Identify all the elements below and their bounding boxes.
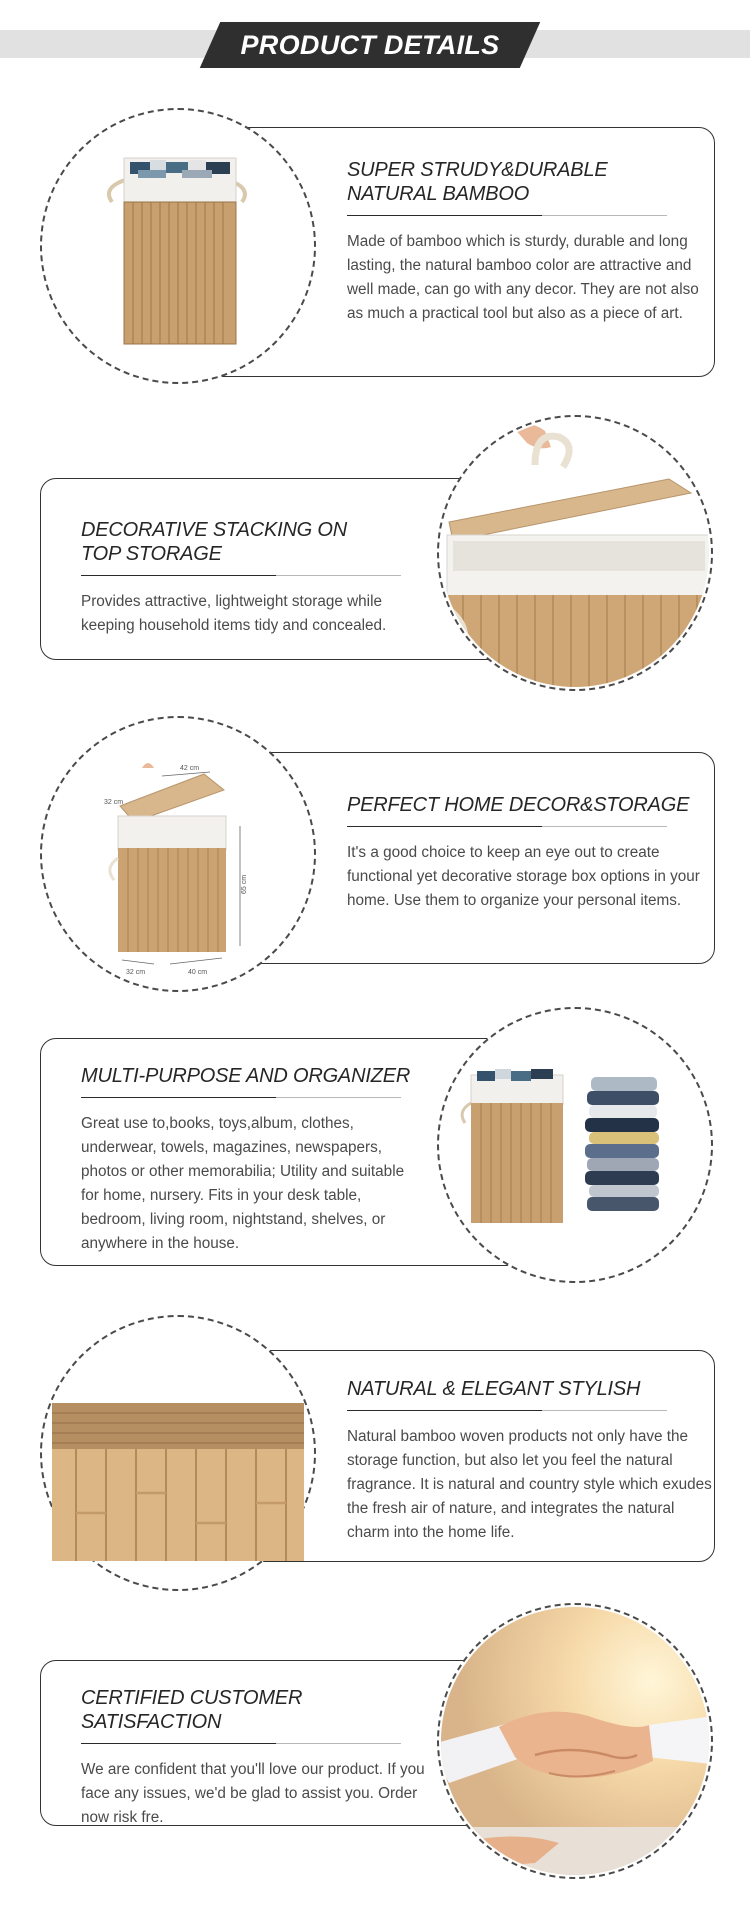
heading-divider	[81, 575, 401, 576]
feature-text-stacking	[81, 518, 411, 638]
feature-image-stacking	[437, 415, 713, 691]
handshake-image	[439, 1605, 711, 1877]
bamboo-hamper-full-image	[42, 110, 314, 382]
feature-text-natural-stylish	[347, 1377, 712, 1545]
feature-description: Natural bamboo woven products not only have the storage function, but also let you feel the natural fragrance. It is natural and country style which exudes the fresh air of nature, and integrates the natural charm into the home life.	[347, 1428, 712, 1541]
feature-description: We are confident that you'll love our product. If you face any issues, we'd be glad to assist you. Order now risk fre.	[81, 1761, 425, 1826]
bamboo-weave-closeup-image	[42, 1317, 314, 1589]
heading-divider	[347, 826, 667, 827]
feature-description: It's a good choice to keep an eye out to create functional yet decorative storage box options in your home. Use them to organize your personal items.	[347, 844, 700, 909]
heading-divider	[81, 1743, 401, 1744]
feature-heading: NATURAL & ELEGANT STYLISH	[347, 1378, 641, 1400]
feature-image-satisfaction	[437, 1603, 713, 1879]
feature-description: Great use to,books, toys,album, clothes, underwear, towels, magazines, newspapers, photos or other memorabilia; Utility and suitable for home, nursery. Fits in your desk table, bedroom, living room, nightstand, shelves, or anywhere in the house.	[81, 1115, 405, 1252]
feature-text-durable	[347, 158, 712, 326]
feature-text-multipurpose	[81, 1064, 411, 1256]
dimension-top-label: 42 cm	[180, 765, 200, 772]
dimension-height-label: 65 cm	[241, 874, 248, 894]
feature-description: Provides attractive, lightweight storage while keeping household items tidy and concealed.	[81, 593, 387, 634]
feature-heading: PERFECT HOME DECOR&STORAGE	[347, 794, 690, 816]
hamper-lid-lifted-image	[439, 417, 711, 689]
feature-heading: CERTIFIED CUSTOMER SATISFACTION	[81, 1687, 303, 1733]
feature-heading: MULTI-PURPOSE AND ORGANIZER	[81, 1065, 411, 1087]
feature-image-multipurpose	[437, 1007, 713, 1283]
feature-heading: DECORATIVE STACKING ON TOP STORAGE	[81, 519, 348, 565]
hamper-dimensions-image	[42, 718, 314, 990]
page-title: PRODUCT DETAILS	[240, 30, 500, 60]
hamper-and-clothes-image	[439, 1009, 711, 1281]
feature-image-natural-stylish	[40, 1315, 316, 1591]
dimension-width-label: 40 cm	[188, 969, 208, 976]
heading-divider	[347, 1410, 667, 1411]
feature-text-home-decor	[347, 793, 712, 913]
dimension-depth-label: 32 cm	[126, 969, 146, 976]
heading-divider	[347, 215, 667, 216]
dimension-side-label: 32 cm	[104, 799, 124, 806]
feature-description: Made of bamboo which is sturdy, durable and long lasting, the natural bamboo color are attractive and well made, can go with any decor. They are not also as much a practical tool but also as a piece of art.	[347, 233, 699, 322]
heading-divider	[81, 1097, 401, 1098]
feature-image-home-decor	[40, 716, 316, 992]
feature-image-durable	[40, 108, 316, 384]
feature-text-satisfaction	[81, 1686, 441, 1830]
feature-heading: SUPER STRUDY&DURABLE NATURAL BAMBOO	[347, 159, 608, 205]
